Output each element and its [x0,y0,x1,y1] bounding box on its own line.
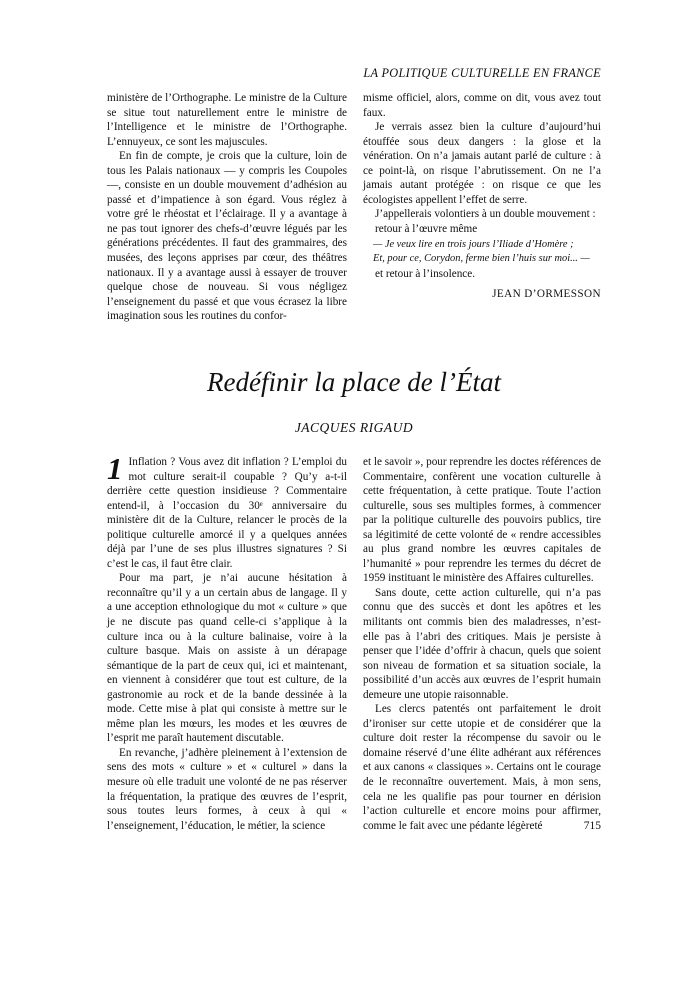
verse-line: — Je veux lire en trois jours l’Iliade d’Homère ; [373,239,574,251]
running-head: LA POLITIQUE CULTURELLE EN FRANCE [363,66,601,80]
paragraph: Je verrais assez bien la culture d’aujourd’hui étouffée sous deux dangers : la glose et la vénération. On n’a jamais autant parlé de culture : à ce point-là, on risque l’abrutissement. On ne l’a jamais autant protégée : on risque ce que les écologistes appellent l’effet de serre. [363,121,601,206]
column-top-left [107,91,347,324]
paragraph: Les clercs patentés ont parfaitement le droit d’ironiser sur cette utopie et de considérer que la culture doit rester la récompense du savoir ou le domaine réservé d’une élite adhérant aux références et aux canons « classiques ». Certains ont le courage de le reconnaître ouvertement. Mais, à mon sens, cela ne les qualifie pas pour tourner en dérision l’action culturelle et encore moins pour affirmer, comme le fait avec une pédante légèreté [363,703,601,832]
paragraph: misme officiel, alors, comme on dit, vous avez tout faux. [363,92,601,119]
paragraph: retour à l’œuvre même [375,222,478,235]
article-author: JACQUES RIGAUD [294,420,414,435]
column-bottom-right [363,455,601,833]
article-title: Redéfinir la place de l’État [207,367,501,397]
paragraph: J’appellerais volontiers à un double mouvement : [375,208,596,221]
page-number: 715 [583,820,601,832]
paragraph: et le savoir », pour reprendre les doctes références de Commentaire, confèrent une vocation culturelle à cette fréquentation, à cette pratique. Toute l’action culturelle, sous ses multiples formes, à commencer par la politique culturelle des pouvoirs publics, tire sa légitimité de cette volonté de « rendre accessibles au plus grand nombre les œuvres capitales de l’humanité » pour reprendre les termes du décret de 1959 instituant le ministère des Affaires culturelles. [363,456,601,585]
verse-quote [363,238,601,264]
section-number: 1 [107,451,123,486]
paragraph: En revanche, j’adhère pleinement à l’extension de sens des mots « culture » et « culturel » dans la mesure où elle traduit une volonté de ne pas réserver la fréquentation, la pratique des œuvres de l’esprit, sous toutes leurs formes, à ceux à qui « l’enseignement, l’éducation, le métier, la science [107,746,347,832]
paragraph: ministère de l’Orthographe. Le ministre de la Culture se situe tout naturellement entre le ministre de l’Intelligence et le ministre de l’Orthographe. L’ennuyeux, ce sont les majuscules. [107,92,347,148]
paragraph: Pour ma part, je n’ai aucune hésitation à reconnaître qu’il y a un certain abus de langage. Il y a une acception ethnologique du mot « culture » que je ne discute pas quand celle-ci s’applique à la culture inca ou à la culture balinaise, voire à la culture basque. Mais on assiste à un dérapage sémantique de la part de ceux qui, ici et maintenant, en viennent à considérer que tout est culture, de la gastronomie au rock et de la bande dessinée à la mode. Cette mise à plat qui consiste à mettre sur le même plan les mœurs, les modes et les œuvres de l’esprit me paraît hautement discutable. [107,572,347,745]
paragraph: Sans doute, cette action culturelle, qui n’a pas connu que des succès et dont les apôtres et les militants ont commis bien des maladresses, n’est-elle pas à l’abri des critiques. Mais je persiste à penser que l’idée d’offrir à chacun, quels que soient son niveau de formation et sa situation sociale, la possibilité d’un accès aux œuvres de l’esprit humain demeure une utopie raisonnable. [363,586,601,701]
paragraph [107,451,347,571]
verse-line: Et, pour ce, Corydon, ferme bien l’huis sur moi... — [373,252,590,264]
column-top-right [363,91,601,302]
paragraph: En fin de compte, je crois que la culture, loin de tous les Palais nationaux — y compris les Coupoles —, consiste en un double mouvement d’adhésion au passé et d’impatience à son égard. Vous réglez à votre gré le rhéostat et l’éclairage. Il y a avantage à ne pas tout ignorer des chefs-d’œuvre légués par les générations précédentes. Il faut des grammaires, des musées, des leçons apprises par cœur, des théâtres nationaux. Il y a avantage aussi à essayer de trouver quelque chose de nouveau. Si vous négligez l’enseignement du passé et que vous écrasez la libre imagination sous les routines du confor- [107,150,347,323]
paragraph: et retour à l’insolence. [375,267,476,280]
column-bottom-left [107,451,347,833]
paragraph-text: Inflation ? Vous avez dit inflation ? L’emploi du mot culture serait-il coupable ? Qu’y a-t-il derrière cette question insidieuse ? Commentaire entend-il, à l’occasion du 30ᵉ anniversaire du ministère dit de la Culture, relancer le procès de la politique culturelle amorcé il y a quelques années déjà par l’une de ses plus illustres signatures ? Si c’est le cas, il faut être clair. [107,456,347,570]
previous-article-author: JEAN D’ORMESSON [492,288,601,301]
